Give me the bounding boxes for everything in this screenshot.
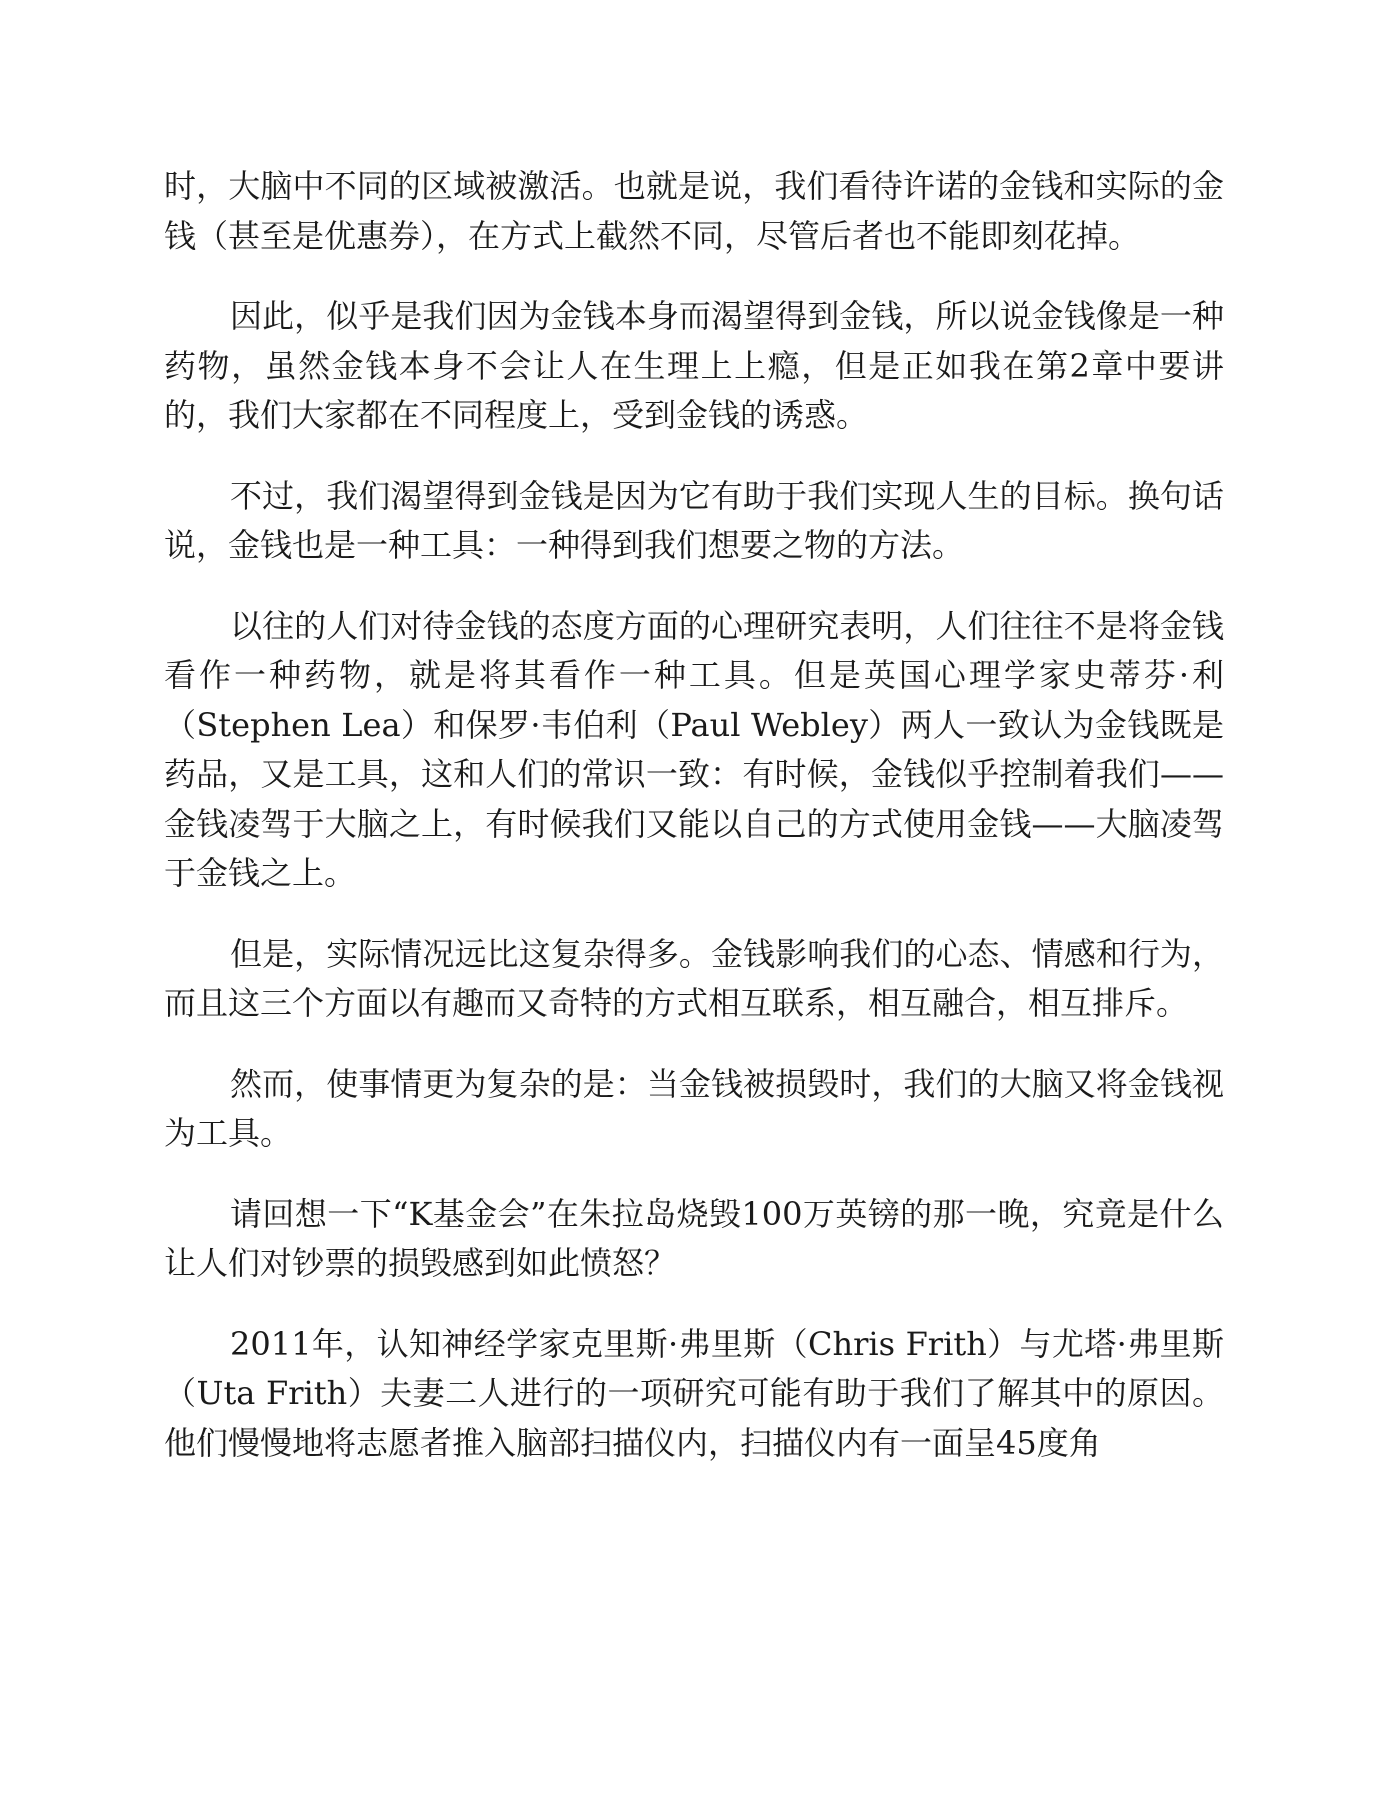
paragraph: 以往的人们对待金钱的态度方面的心理研究表明，人们往往不是将金钱看作一种药物，就是将其看作一种工具。但是英国心理学家史蒂芬·利（Stephen Lea）和保罗·韦伯利（Paul Webley）两人一致认为金钱既是药品，又是工具，这和人们的常识一致：有时候，金钱似乎控制着我们——金钱凌驾于大脑之上，有时候我们又能以自己的方式使用金钱——大脑凌驾于金钱之上。 [164,606,1224,892]
paragraph: 2011年，认知神经学家克里斯·弗里斯（Chris Frith）与尤塔·弗里斯（Uta Frith）夫妻二人进行的一项研究可能有助于我们了解其中的原因。他们慢慢地将志愿者推入脑部扫描仪内，扫描仪内有一面呈45度角 [164,1324,1224,1462]
paragraph-continued: 时，大脑中不同的区域被激活。也就是说，我们看待许诺的金钱和实际的金钱（甚至是优惠券），在方式上截然不同，尽管后者也不能即刻花掉。 [164,167,1224,255]
paragraph: 因此，似乎是我们因为金钱本身而渴望得到金钱，所以说金钱像是一种药物，虽然金钱本身不会让人在生理上上瘾，但是正如我在第2章中要讲的，我们大家都在不同程度上，受到金钱的诱惑。 [164,297,1224,434]
body-text [164,162,1224,1499]
paragraph: 不过，我们渴望得到金钱是因为它有助于我们实现人生的目标。换句话说，金钱也是一种工具：一种得到我们想要之物的方法。 [164,476,1224,564]
paragraph: 请回想一下“K基金会”在朱拉岛烧毁100万英镑的那一晚，究竟是什么让人们对钞票的损毁感到如此愤怒？ [164,1194,1224,1282]
paragraph: 但是，实际情况远比这复杂得多。金钱影响我们的心态、情感和行为，而且这三个方面以有趣而又奇特的方式相互联系，相互融合，相互排斥。 [164,934,1224,1022]
paragraph: 然而，使事情更为复杂的是：当金钱被损毁时，我们的大脑又将金钱视为工具。 [164,1064,1224,1152]
